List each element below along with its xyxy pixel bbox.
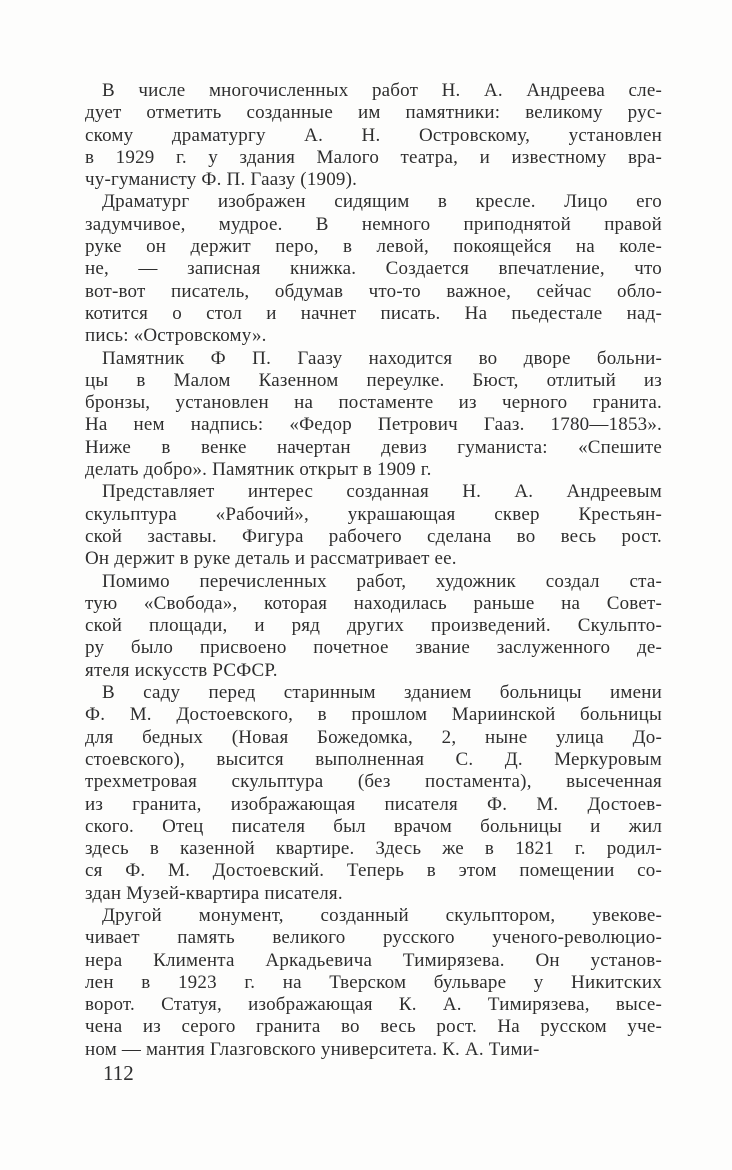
text-line: ворот. Статуя, изображающая К. А. Тимирязева, высе- xyxy=(85,994,662,1016)
text-line: скому драматургу А. Н. Островскому, установлен xyxy=(85,124,662,146)
text-line: здесь в казенной квартире. Здесь же в 1821 г. родил- xyxy=(85,838,662,860)
text-line: В саду перед старинным зданием больницы имени xyxy=(102,682,662,704)
text-line: стоевского), высится выполненная С. Д. Меркуровым xyxy=(85,748,662,770)
text-line: ского. Отец писателя был врачом больницы и жил xyxy=(85,815,662,837)
paragraph xyxy=(85,682,662,905)
text-line: из гранита, изображающая писателя Ф. М. Достоев- xyxy=(85,793,662,815)
text-line: задумчивое, мудрое. В немного приподнятой правой xyxy=(85,213,662,235)
text-line: ся Ф. М. Достоевский. Теперь в этом помещении со- xyxy=(85,860,662,882)
text-line: ру было присвоено почетное звание заслуженного де- xyxy=(85,637,662,659)
text-line: Драматург изображен сидящим в кресле. Лицо его xyxy=(102,191,662,213)
paragraph xyxy=(85,348,662,482)
text-line: чу-гуманисту Ф. П. Гаазу (1909). xyxy=(85,169,358,191)
text-line: в 1929 г. у здания Малого театра, и известному вра- xyxy=(85,146,662,168)
page-number: 112 xyxy=(103,1061,134,1085)
text-line: для бедных (Новая Божедомка, 2, ныне улица До- xyxy=(85,726,662,748)
text-line: Помимо перечисленных работ, художник создал ста- xyxy=(102,570,662,592)
text-line: Ф. М. Достоевского, в прошлом Мариинской больницы xyxy=(85,704,662,726)
text-line: На нем надпись: «Федор Петрович Гааз. 1780—1853». xyxy=(85,414,662,436)
text-line: ятеля искусств РСФСР. xyxy=(85,659,278,681)
page-text-block xyxy=(85,80,662,1061)
text-line: тую «Свобода», которая находилась раньше на Совет- xyxy=(85,592,662,614)
text-line: ской площади, и ряд других произведений. Скульпто- xyxy=(85,615,662,637)
paragraph xyxy=(85,481,662,570)
text-line: дует отметить созданные им памятники: великому рус- xyxy=(85,102,662,124)
text-line: Представляет интерес созданная Н. А. Андреевым xyxy=(102,481,662,503)
text-line: вот-вот писатель, обдумав что-то важное, сейчас обло- xyxy=(85,280,662,302)
text-line: котится о стол и начнет писать. На пьедестале над- xyxy=(85,302,662,324)
text-line: ном — мантия Глазговского университета. К. А. Тими- xyxy=(85,1038,540,1060)
text-line: пись: «Островскому». xyxy=(85,325,267,347)
text-line: трехметровая скульптура (без постамента), высеченная xyxy=(85,771,662,793)
text-line: Ниже в венке начертан девиз гуманиста: «Спешите xyxy=(85,436,662,458)
text-line: делать добро». Памятник открыт в 1909 г. xyxy=(85,459,432,481)
text-line: В числе многочисленных работ Н. А. Андреева сле- xyxy=(102,80,662,101)
text-line: чена из серого гранита во весь рост. На русском уче- xyxy=(85,1016,662,1038)
text-line: ской заставы. Фигура рабочего сделана во весь рост. xyxy=(85,525,662,547)
paragraph xyxy=(85,191,662,347)
text-line: Он держит в руке деталь и рассматривает ее. xyxy=(85,548,457,570)
text-line: Памятник Ф П. Гаазу находится во дворе больни- xyxy=(102,347,662,369)
text-line: скульптура «Рабочий», украшающая сквер Крестьян- xyxy=(85,503,662,525)
text-line: Другой монумент, созданный скульптором, увекове- xyxy=(102,904,662,926)
text-line: чивает память великого русского ученого-революцио- xyxy=(85,927,662,949)
paragraph xyxy=(85,80,662,191)
paragraph xyxy=(85,571,662,682)
text-line: бронзы, установлен на постаменте из черного гранита. xyxy=(85,392,662,414)
text-line: руке он держит перо, в левой, покоящейся на коле- xyxy=(85,236,662,258)
text-line: нера Климента Аркадьевича Тимирязева. Он установ- xyxy=(85,949,662,971)
text-line: лен в 1923 г. на Тверском бульваре у Никитских xyxy=(85,971,662,993)
text-line: здан Музей-квартира писателя. xyxy=(85,882,343,904)
paragraph xyxy=(85,905,662,1061)
text-line: цы в Малом Казенном переулке. Бюст, отлитый из xyxy=(85,369,662,391)
text-line: не, — записная книжка. Создается впечатление, что xyxy=(85,258,662,280)
